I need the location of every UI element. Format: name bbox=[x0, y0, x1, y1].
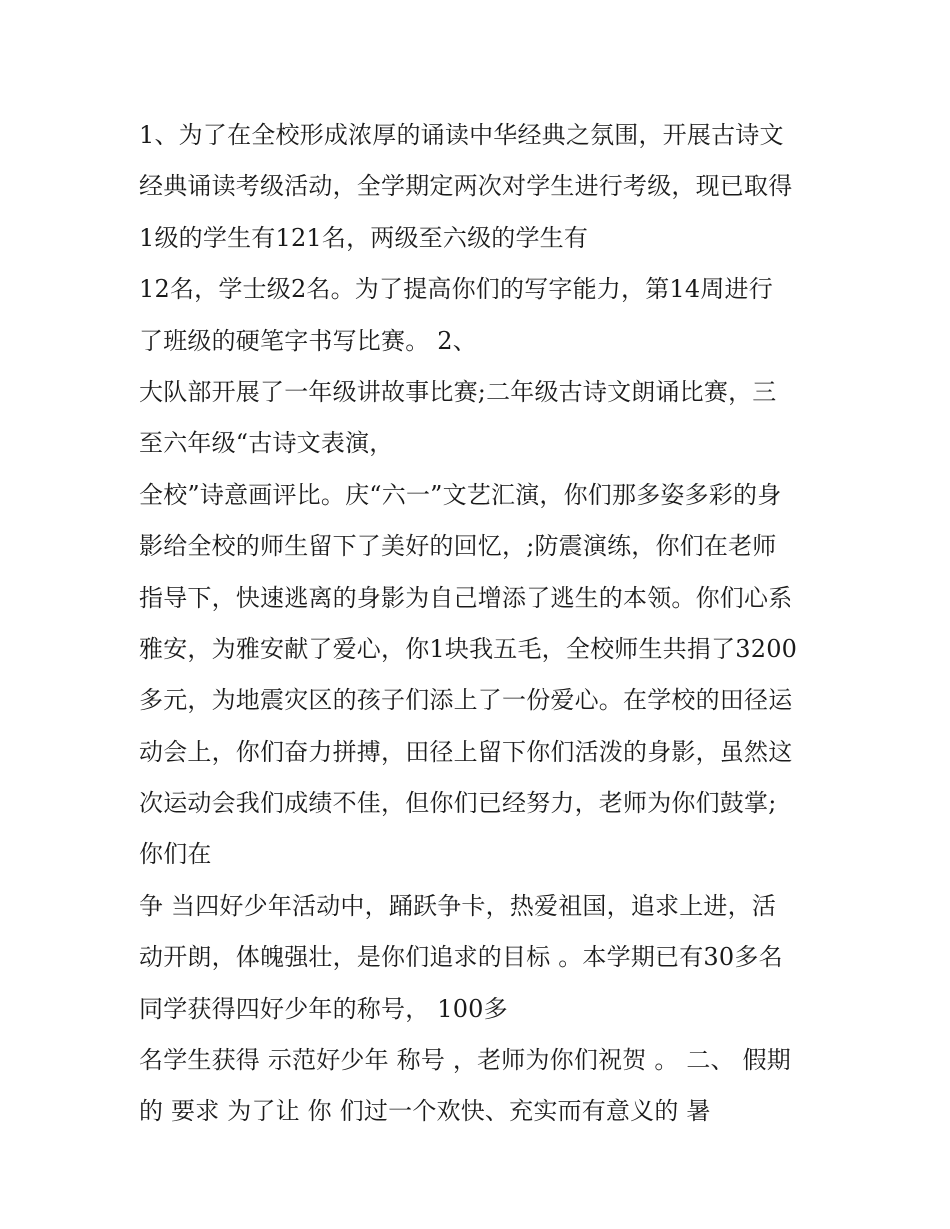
text-line: 次运动会我们成绩不佳，但你们已经努力，老师为你们鼓掌; bbox=[139, 789, 777, 818]
text-line: 12名，学士级2名。为了提高你们的写字能力，第14周进行 bbox=[139, 275, 773, 304]
body-text bbox=[139, 110, 829, 1138]
text-line: 经典诵读考级活动，全学期定两次对学生进行考级，现已取得 bbox=[139, 172, 793, 201]
text-line: 动会上，你们奋力拼搏，田径上留下你们活泼的身影，虽然这 bbox=[139, 737, 793, 766]
text-line: 了班级的硬笔字书写比赛。 2、 bbox=[139, 326, 477, 355]
text-line: 名学生获得 示范好少年 称号 ，老师为你们祝贺 。 二、 假期 bbox=[139, 1046, 791, 1075]
text-line: 大队部开展了一年级讲故事比赛;二年级古诗文朗诵比赛，三 bbox=[139, 377, 777, 406]
text-line: 动开朗，体魄强壮，是你们追求的目标 。本学期已有30多名 bbox=[139, 943, 783, 972]
text-line: 多元，为地震灾区的孩子们添上了一份爱心。在学校的田径运 bbox=[139, 686, 793, 715]
text-line: 争 当四好少年活动中，踊跃争卡，热爱祖国，追求上进，活 bbox=[139, 891, 777, 920]
text-line: 同学获得四好少年的称号， 100多 bbox=[139, 994, 508, 1023]
text-line: 指导下，快速逃离的身影为自己增添了逃生的本领。你们心系 bbox=[139, 583, 793, 612]
text-line: 至六年级“古诗文表演， bbox=[139, 429, 394, 458]
text-line: 1、为了在全校形成浓厚的诵读中华经典之氛围，开展古诗文 bbox=[139, 121, 784, 149]
text-line: 的 要求 为了让 你 们过一个欢快、充实而有意义的 暑 bbox=[139, 1097, 711, 1126]
text-line: 1级的学生有121名，两级至六级的学生有 bbox=[139, 223, 589, 252]
text-line: 影给全校的师生留下了美好的回忆，;防震演练，你们在老师 bbox=[139, 532, 777, 561]
text-line: 你们在 bbox=[139, 840, 212, 869]
text-line: 全校”诗意画评比。庆“六一”文艺汇演，你们那多姿多彩的身 bbox=[139, 480, 782, 509]
text-line: 雅安，为雅安献了爱心，你1块我五毛，全校师生共捐了3200 bbox=[139, 634, 798, 663]
